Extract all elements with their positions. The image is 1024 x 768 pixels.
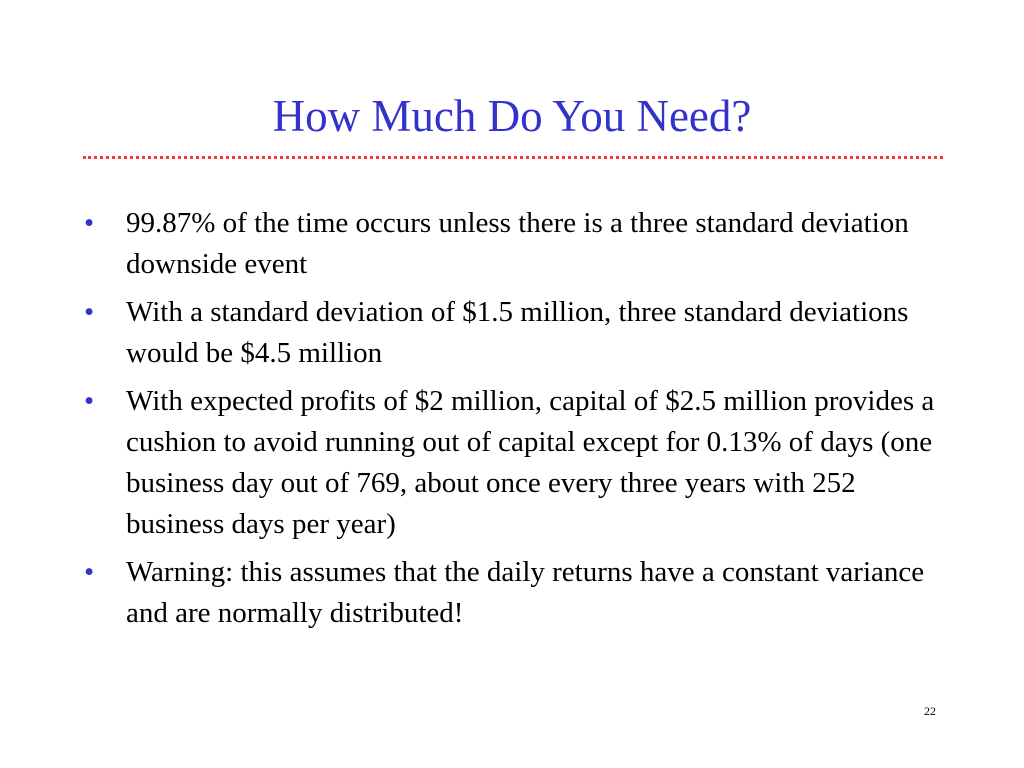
title-divider <box>83 156 943 159</box>
bullet-item <box>82 552 952 634</box>
bullet-icon: • <box>84 556 95 588</box>
bullet-text: With expected profits of $2 million, capital of $2.5 million provides a cushion to avoid running out of capital except for 0.13% of days (one business day out of 769, about once every three years with 252 business days per year) <box>126 385 935 540</box>
bullet-text: With a standard deviation of $1.5 million, three standard deviations would be $4.5 million <box>126 296 909 369</box>
slide-title: How Much Do You Need? <box>272 91 752 141</box>
bullet-item <box>82 381 952 545</box>
page-number: 22 <box>924 704 936 718</box>
bullet-list <box>82 203 952 641</box>
bullet-icon: • <box>84 296 95 328</box>
bullet-icon: • <box>84 207 95 239</box>
bullet-icon: • <box>84 385 95 417</box>
bullet-item <box>82 292 952 374</box>
bullet-item <box>82 203 952 285</box>
bullet-text: 99.87% of the time occurs unless there is a three standard deviation downside event <box>126 207 909 280</box>
bullet-text: Warning: this assumes that the daily returns have a constant variance and are normally distributed! <box>126 556 925 629</box>
